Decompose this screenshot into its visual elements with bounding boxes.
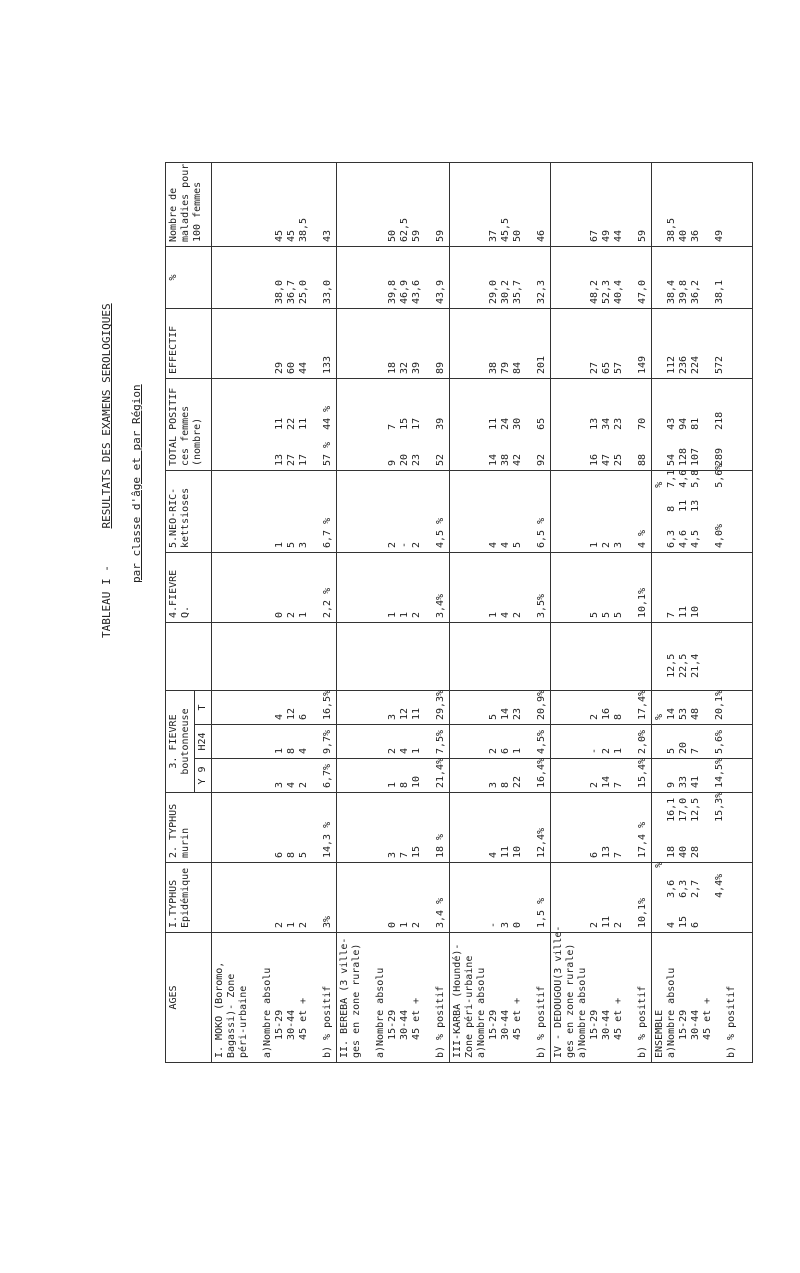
table-title bbox=[100, 303, 113, 638]
cell-y9: 2 14 7 15,4% bbox=[551, 759, 652, 793]
title-text: RESULTATS DES EXAMENS SEROLOGIQUES bbox=[100, 303, 113, 529]
cell-effectif: 18 32 39 89 bbox=[337, 309, 450, 379]
cell-h24: 2 4 1 7,5% bbox=[337, 725, 450, 759]
cell-effectif: 29 60 44 133 bbox=[212, 309, 337, 379]
cell-maladies: 50 62,5 59 59 bbox=[337, 163, 450, 247]
cell-percent: 29,0 30,2 35,7 32,3 bbox=[450, 247, 551, 309]
subheader-t: T bbox=[195, 691, 212, 725]
cell-typhus-murin: 3 7 15 18 % bbox=[337, 793, 450, 863]
cell-effectif: 112 236 224 572 bbox=[652, 309, 753, 379]
cell-typhus-murin: 4 11 10 12,4% bbox=[450, 793, 551, 863]
header-ages: AGES bbox=[166, 933, 212, 1063]
cell-fievre-q: 1 4 2 3,5% bbox=[450, 553, 551, 623]
cell-neo: 2 - 2 4,5 % bbox=[337, 471, 450, 553]
cell-t: 4 12 6 16,5% bbox=[212, 691, 337, 725]
cell-t: 3 12 11 29,3% bbox=[337, 691, 450, 725]
cell-fievre-q: 0 2 1 2,2 % bbox=[212, 553, 337, 623]
cell-fievre-q: 5 5 5 10,1% bbox=[551, 553, 652, 623]
cell-ages: III-KARBA (Houndé)- Zone péri-urbaine a)Nombre absolu 15-29 30-44 45 et + b) % positif bbox=[450, 933, 551, 1063]
cell-total: 9 7 20 15 23 17 52 39 bbox=[337, 379, 450, 471]
table-row bbox=[337, 163, 450, 1063]
table-row bbox=[652, 163, 753, 1063]
cell-maladies: 37 45,5 50 46 bbox=[450, 163, 551, 247]
cell-typhus-epidemique: 2 1 2 3% bbox=[212, 863, 337, 933]
cell-t: % 14 12,5 53 22,5 48 21,4 20,1% bbox=[652, 691, 753, 725]
cell-total: 16 13 47 34 25 23 88 70 bbox=[551, 379, 652, 471]
cell-y9: 9 33 41 14,5% bbox=[652, 759, 753, 793]
header-maladies: Nombre de maladies pour 100 femmes bbox=[166, 163, 212, 247]
cell-total: 14 11 38 24 42 30 92 65 bbox=[450, 379, 551, 471]
cell-blank bbox=[212, 623, 337, 691]
cell-typhus-epidemique: 0 1 2 3,4 % bbox=[337, 863, 450, 933]
cell-y9: 3 8 22 16,4% bbox=[450, 759, 551, 793]
cell-y9: 3 4 2 6,7% bbox=[212, 759, 337, 793]
cell-y9: 1 8 10 21,4% bbox=[337, 759, 450, 793]
header-effectif: EFFECTIF bbox=[166, 309, 212, 379]
cell-percent: 38,4 39,8 36,2 38,1 bbox=[652, 247, 753, 309]
header-blank bbox=[166, 623, 212, 691]
cell-percent: 48,2 52,3 40,4 47,0 bbox=[551, 247, 652, 309]
cell-neo: % 6,3 8 7,1 4,6 11 4,6 4,5 13 5,8 4,0% 5,6% bbox=[652, 471, 753, 553]
cell-t: 5 14 23 20,9% bbox=[450, 691, 551, 725]
results-table bbox=[165, 162, 753, 1063]
subheader-h24: H24 bbox=[195, 725, 212, 759]
table-row bbox=[450, 163, 551, 1063]
cell-fievre-q: 1 1 2 3,4% bbox=[337, 553, 450, 623]
cell-neo: 1 2 3 4 % bbox=[551, 471, 652, 553]
cell-typhus-murin: 18 16,1 40 17,0 28 12,5 15,3% bbox=[652, 793, 753, 863]
cell-h24: 2 6 1 4,5% bbox=[450, 725, 551, 759]
header-percent: % bbox=[166, 247, 212, 309]
cell-ages: IV - DEDOUGOU(3 ville- ges en zone rurale) a)Nombre absolu 15-29 30-44 45 et + b) % positif bbox=[551, 933, 652, 1063]
cell-percent: 39,8 46,9 43,6 43,9 bbox=[337, 247, 450, 309]
subheader-y9: Y 9 bbox=[195, 759, 212, 793]
cell-ages: I. MOKO (Boromo, Bagassi)- Zone péri-urbaine a)Nombre absolu 15-29 30-44 45 et + b) % positif bbox=[212, 933, 337, 1063]
cell-t: 2 16 8 17,4% bbox=[551, 691, 652, 725]
cell-h24: - 2 1 2,0% bbox=[551, 725, 652, 759]
header-neo-rickettsioses: 5.NEO-RIC- kettsioses bbox=[166, 471, 212, 553]
header-row bbox=[166, 163, 195, 1063]
header-fievre-q: 4.FIEVRE Q. bbox=[166, 553, 212, 623]
cell-h24: 5 20 7 5,6% bbox=[652, 725, 753, 759]
cell-typhus-epidemique: - 3 0 1,5 % bbox=[450, 863, 551, 933]
cell-total: 54 43 128 94 107 81 289 218 bbox=[652, 379, 753, 471]
title-label: TABLEAU I - bbox=[100, 565, 113, 638]
cell-maladies: 45 45 38,5 43 bbox=[212, 163, 337, 247]
table-row bbox=[212, 163, 337, 1063]
cell-total: 13 11 27 22 17 11 57 % 44 % bbox=[212, 379, 337, 471]
cell-fievre-q: 7 11 10 bbox=[652, 553, 753, 623]
header-total-positif: TOTAL POSITIF ces femmes (nombre) bbox=[166, 379, 212, 471]
cell-neo: 1 5 3 6,7 % bbox=[212, 471, 337, 553]
header-typhus-epidemique: I.TYPHUS Epidémique bbox=[166, 863, 212, 933]
cell-effectif: 38 79 84 201 bbox=[450, 309, 551, 379]
cell-typhus-epidemique: 2 11 2 10,1% bbox=[551, 863, 652, 933]
cell-ages: ENSEMBLE a)Nombre absolu 15-29 30-44 45 et + b) % positif bbox=[652, 933, 753, 1063]
table-subtitle: par classe d'âge et par Région bbox=[130, 384, 143, 583]
cell-blank bbox=[450, 623, 551, 691]
cell-ages: II. BEREBA (3 ville- ges en zone rurale) a)Nombre absolu 15-29 30-44 45 et + b) % positif bbox=[337, 933, 450, 1063]
cell-typhus-epidemique: % 4 3,6 15 6,3 6 2,7 4,4% bbox=[652, 863, 753, 933]
table-row bbox=[551, 163, 652, 1063]
header-fievre-boutonneuse: 3. FIEVRE boutonneuse bbox=[166, 691, 195, 793]
cell-h24: 1 8 4 9,7% bbox=[212, 725, 337, 759]
cell-effectif: 27 65 57 149 bbox=[551, 309, 652, 379]
cell-typhus-murin: 6 13 7 17,4 % bbox=[551, 793, 652, 863]
cell-blank bbox=[337, 623, 450, 691]
cell-blank bbox=[551, 623, 652, 691]
cell-maladies: 67 49 44 59 bbox=[551, 163, 652, 247]
cell-typhus-murin: 6 8 5 14,3 % bbox=[212, 793, 337, 863]
cell-maladies: 38,5 40 36 49 bbox=[652, 163, 753, 247]
cell-percent: 38,0 36,7 25,0 33,0 bbox=[212, 247, 337, 309]
cell-neo: 4 4 5 6,5 % bbox=[450, 471, 551, 553]
header-typhus-murin: 2. TYPHUS murin bbox=[166, 793, 212, 863]
